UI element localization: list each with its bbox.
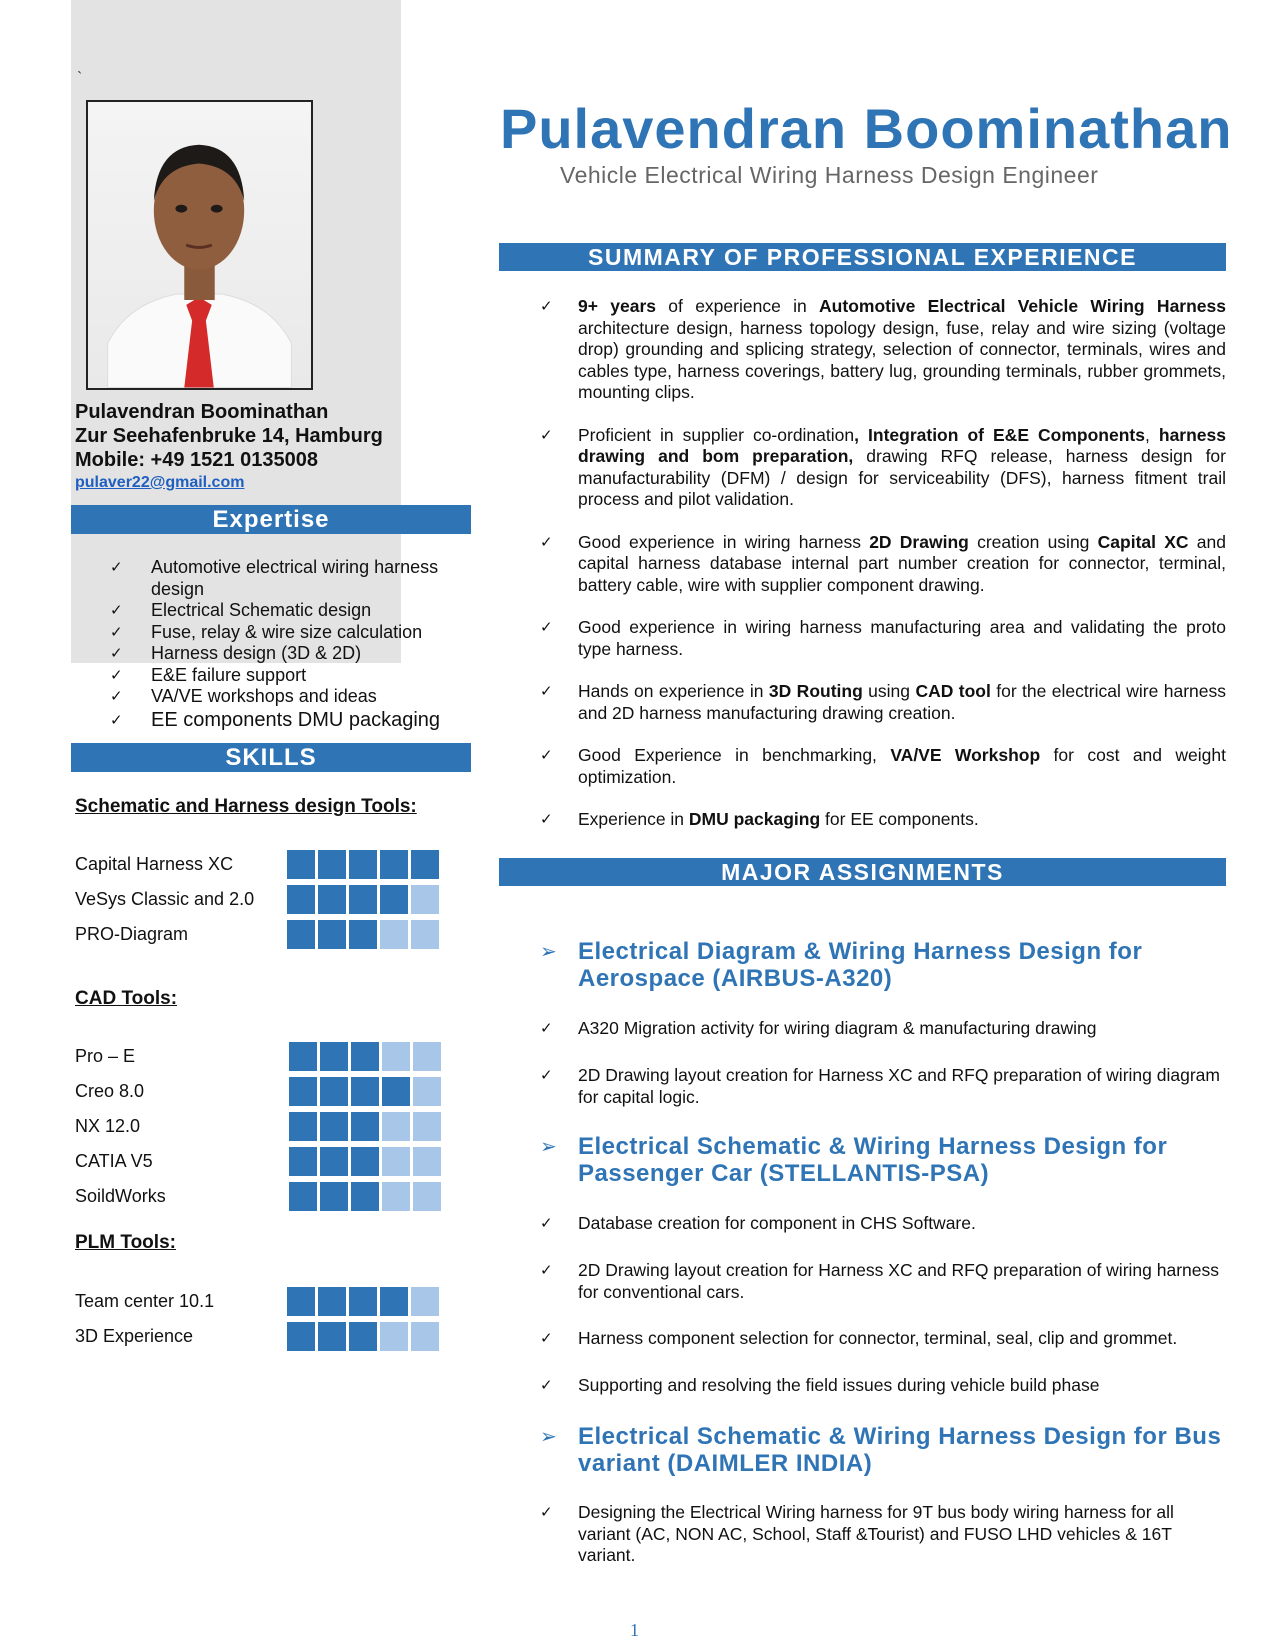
checkmark-icon: ✓ bbox=[540, 1019, 553, 1037]
skill-row bbox=[75, 1112, 455, 1142]
skill-name: VeSys Classic and 2.0 bbox=[75, 889, 255, 909]
checkmark-icon: ✓ bbox=[540, 618, 553, 636]
summary-item: ✓ Good Experience in benchmarking, VA/VE Workshop for cost and weight optimization. bbox=[540, 745, 1226, 787]
checkmark-icon: ✓ bbox=[110, 665, 123, 684]
summary-list bbox=[540, 296, 1226, 852]
list-item: ✓ Harness design (3D & 2D) bbox=[110, 643, 362, 663]
rating-cell-empty bbox=[411, 885, 439, 914]
skill-row bbox=[75, 920, 455, 950]
rating-cell-filled bbox=[349, 1322, 377, 1351]
summary-header: SUMMARY OF PROFESSIONAL EXPERIENCE bbox=[499, 243, 1226, 271]
rating-cell-empty bbox=[382, 1147, 410, 1176]
checkmark-icon: ✓ bbox=[110, 687, 123, 705]
contact-address: Zur Seehafenbruke 14, Hamburg bbox=[75, 425, 383, 447]
rating-cell-filled bbox=[320, 1147, 348, 1176]
rating-cell-filled bbox=[351, 1042, 379, 1071]
skill-name: CATIA V5 bbox=[75, 1151, 153, 1171]
assignment-bullet: ✓ Harness component selection for connector, terminal, seal, clip and grommet. bbox=[540, 1328, 1178, 1348]
rating-cell-filled bbox=[287, 920, 315, 949]
skill-row bbox=[75, 1287, 455, 1317]
tool-group-heading: Schematic and Harness design Tools: bbox=[75, 796, 417, 817]
rating-cell-filled bbox=[318, 1287, 346, 1316]
rating-cell-empty bbox=[380, 1322, 408, 1351]
list-item: ✓ E&E failure support bbox=[110, 664, 307, 685]
checkmark-icon: ✓ bbox=[540, 1214, 553, 1232]
rating-cell-empty bbox=[382, 1042, 410, 1071]
checkmark-icon: ✓ bbox=[110, 710, 123, 729]
list-item: ✓ EE components DMU packaging bbox=[110, 708, 441, 731]
rating-cell-empty bbox=[413, 1147, 441, 1176]
assignment-bullet: ✓ Designing the Electrical Wiring harness for 9T bus body wiring harness for all variant (AC, NON AC, School, Staff &Tourist) and FUSO LHD vehicles & 16T variant. bbox=[540, 1502, 1174, 1565]
rating-cell-empty bbox=[413, 1042, 441, 1071]
arrow-bullet-icon: ➢ bbox=[540, 939, 558, 963]
assignment-title: ➢ Electrical Schematic & Wiring Harness Design for Passenger Car (STELLANTIS-PSA) bbox=[540, 1133, 1168, 1187]
rating-cell-filled bbox=[380, 885, 408, 914]
checkmark-icon: ✓ bbox=[540, 297, 553, 315]
rating-cell-filled bbox=[349, 920, 377, 949]
skill-rating bbox=[287, 1287, 439, 1316]
checkmark-icon: ✓ bbox=[110, 601, 123, 619]
skill-rating bbox=[289, 1182, 441, 1211]
summary-item: ✓ Good experience in wiring harness manufacturing area and validating the proto type harness. bbox=[540, 617, 1226, 659]
checkmark-icon: ✓ bbox=[540, 532, 553, 551]
summary-item: ✓ Good experience in wiring harness 2D Drawing creation using Capital XC and capital harness database internal part number creation for connector, terminal, battery cable, wire with supplier component drawing. bbox=[540, 531, 1226, 595]
assignments-header: MAJOR ASSIGNMENTS bbox=[499, 858, 1226, 886]
rating-cell-empty bbox=[411, 920, 439, 949]
skill-name: NX 12.0 bbox=[75, 1116, 141, 1136]
skill-row bbox=[75, 1182, 455, 1212]
contact-name: Pulavendran Boominathan bbox=[75, 401, 329, 423]
skill-name: Creo 8.0 bbox=[75, 1081, 145, 1101]
rating-cell-filled bbox=[287, 850, 315, 879]
page-number: 1 bbox=[630, 1620, 639, 1640]
list-item: ✓ Automotive electrical wiring harness design bbox=[110, 557, 439, 599]
skill-rating bbox=[289, 1077, 441, 1106]
assignment-title: ➢ Electrical Diagram & Wiring Harness Design for Aerospace (AIRBUS-A320) bbox=[540, 938, 1143, 992]
summary-item: ✓ Experience in DMU packaging for EE components. bbox=[540, 809, 979, 829]
skill-row bbox=[75, 1042, 455, 1072]
summary-item: ✓ 9+ years of experience in Automotive Electrical Vehicle Wiring Harness architecture design, harness topology design, fuse, relay and wire sizing (voltage drop) grounding and splicing strategy, selection of connector, terminals, wires and cables type, harness coverings, battery lug, grounding terminals, rubber grommets, mounting clips. bbox=[540, 296, 1226, 402]
rating-cell-filled bbox=[351, 1077, 379, 1106]
assignment-bullet: ✓ Supporting and resolving the field issues during vehicle build phase bbox=[540, 1375, 1100, 1395]
expertise-header: Expertise bbox=[71, 505, 471, 534]
arrow-bullet-icon: ➢ bbox=[540, 1134, 558, 1158]
rating-cell-filled bbox=[318, 920, 346, 949]
skill-rating bbox=[289, 1147, 441, 1176]
checkmark-icon: ✓ bbox=[540, 1261, 553, 1279]
assignment-bullet: ✓ 2D Drawing layout creation for Harness XC and RFQ preparation of wiring diagram for capital logic. bbox=[540, 1065, 1220, 1107]
checkmark-icon: ✓ bbox=[540, 746, 553, 764]
rating-cell-filled bbox=[382, 1077, 410, 1106]
assignment-bullet: ✓ A320 Migration activity for wiring diagram & manufacturing drawing bbox=[540, 1018, 1097, 1038]
checkmark-icon: ✓ bbox=[540, 425, 553, 444]
skills-header: SKILLS bbox=[71, 743, 471, 772]
rating-cell-filled bbox=[289, 1182, 317, 1211]
rating-cell-filled bbox=[289, 1042, 317, 1071]
job-title: Vehicle Electrical Wiring Harness Design Engineer bbox=[560, 162, 1099, 188]
rating-cell-empty bbox=[413, 1182, 441, 1211]
tool-group-heading: CAD Tools: bbox=[75, 988, 178, 1009]
assignment-bullet: ✓ Database creation for component in CHS Software. bbox=[540, 1213, 976, 1233]
list-item: ✓ Electrical Schematic design bbox=[110, 600, 372, 620]
rating-cell-empty bbox=[413, 1077, 441, 1106]
rating-cell-empty bbox=[411, 1322, 439, 1351]
skill-rating bbox=[289, 1042, 441, 1071]
page-title: Pulavendran Boominathan bbox=[500, 97, 1233, 160]
rating-cell-filled bbox=[318, 1322, 346, 1351]
arrow-bullet-icon: ➢ bbox=[540, 1424, 558, 1448]
rating-cell-filled bbox=[318, 850, 346, 879]
assignment-title: ➢ Electrical Schematic & Wiring Harness Design for Bus variant (DAIMLER INDIA) bbox=[540, 1423, 1222, 1477]
checkmark-icon: ✓ bbox=[540, 810, 553, 828]
rating-cell-empty bbox=[382, 1112, 410, 1141]
rating-cell-filled bbox=[351, 1182, 379, 1211]
rating-cell-filled bbox=[320, 1042, 348, 1071]
rating-cell-filled bbox=[289, 1112, 317, 1141]
rating-cell-empty bbox=[411, 1287, 439, 1316]
list-item: ✓ Fuse, relay & wire size calculation bbox=[110, 621, 423, 642]
contact-block bbox=[75, 400, 405, 494]
rating-cell-filled bbox=[287, 885, 315, 914]
skill-row bbox=[75, 1077, 455, 1107]
email-link[interactable]: pulaver22@gmail.com bbox=[75, 474, 245, 491]
rating-cell-filled bbox=[411, 850, 439, 879]
skill-name: PRO-Diagram bbox=[75, 924, 189, 944]
rating-cell-filled bbox=[349, 885, 377, 914]
checkmark-icon: ✓ bbox=[540, 682, 553, 700]
summary-item: ✓ Hands on experience in 3D Routing using CAD tool for the electrical wire harness and 2D harness manufacturing drawing creation. bbox=[540, 681, 1226, 723]
skill-rating bbox=[287, 885, 439, 914]
rating-cell-filled bbox=[287, 1287, 315, 1316]
rating-cell-filled bbox=[287, 1322, 315, 1351]
rating-cell-filled bbox=[351, 1112, 379, 1141]
rating-cell-filled bbox=[349, 850, 377, 879]
skill-name: Team center 10.1 bbox=[75, 1291, 215, 1311]
skill-name: Capital Harness XC bbox=[75, 854, 234, 874]
rating-cell-empty bbox=[380, 920, 408, 949]
skill-rating bbox=[287, 920, 439, 949]
checkmark-icon: ✓ bbox=[540, 1376, 553, 1394]
rating-cell-filled bbox=[380, 1287, 408, 1316]
rating-cell-filled bbox=[349, 1287, 377, 1316]
skill-name: Pro – E bbox=[75, 1046, 136, 1066]
checkmark-icon: ✓ bbox=[540, 1503, 553, 1521]
checkmark-icon: ✓ bbox=[540, 1066, 553, 1084]
skill-row bbox=[75, 850, 455, 880]
rating-cell-empty bbox=[413, 1112, 441, 1141]
list-item: ✓ VA/VE workshops and ideas bbox=[110, 686, 377, 706]
stray-mark: ` bbox=[77, 70, 83, 87]
person-portrait-icon bbox=[88, 102, 311, 388]
tool-group-heading: PLM Tools: bbox=[75, 1232, 176, 1253]
checkmark-icon: ✓ bbox=[110, 622, 123, 641]
expertise-list bbox=[110, 557, 460, 732]
rating-cell-filled bbox=[320, 1112, 348, 1141]
skill-name: 3D Experience bbox=[75, 1326, 194, 1346]
rating-cell-filled bbox=[320, 1182, 348, 1211]
rating-cell-filled bbox=[320, 1077, 348, 1106]
rating-cell-filled bbox=[289, 1147, 317, 1176]
contact-mobile: Mobile: +49 1521 0135008 bbox=[75, 449, 318, 471]
skill-name: SoildWorks bbox=[75, 1186, 166, 1206]
assignment-bullet: ✓ 2D Drawing layout creation for Harness XC and RFQ preparation of wiring harness for conventional cars. bbox=[540, 1260, 1219, 1302]
rating-cell-filled bbox=[289, 1077, 317, 1106]
skill-row bbox=[75, 1147, 455, 1177]
skill-rating bbox=[287, 850, 439, 879]
skill-row bbox=[75, 1322, 455, 1352]
rating-cell-filled bbox=[318, 885, 346, 914]
checkmark-icon: ✓ bbox=[540, 1329, 553, 1347]
checkmark-icon: ✓ bbox=[110, 644, 123, 662]
profile-photo bbox=[86, 100, 313, 390]
rating-cell-filled bbox=[351, 1147, 379, 1176]
rating-cell-filled bbox=[380, 850, 408, 879]
summary-item: ✓ Proficient in supplier co-ordination, Integration of E&E Components, harness drawing and bom preparation, drawing RFQ release, harness design for manufacturability (DFM) / design for serviceability (DFS), harness fitment trail process and pilot validation. bbox=[540, 424, 1226, 509]
skill-rating bbox=[289, 1112, 441, 1141]
skill-rating bbox=[287, 1322, 439, 1351]
skill-row bbox=[75, 885, 455, 915]
checkmark-icon: ✓ bbox=[110, 558, 123, 576]
rating-cell-empty bbox=[382, 1182, 410, 1211]
